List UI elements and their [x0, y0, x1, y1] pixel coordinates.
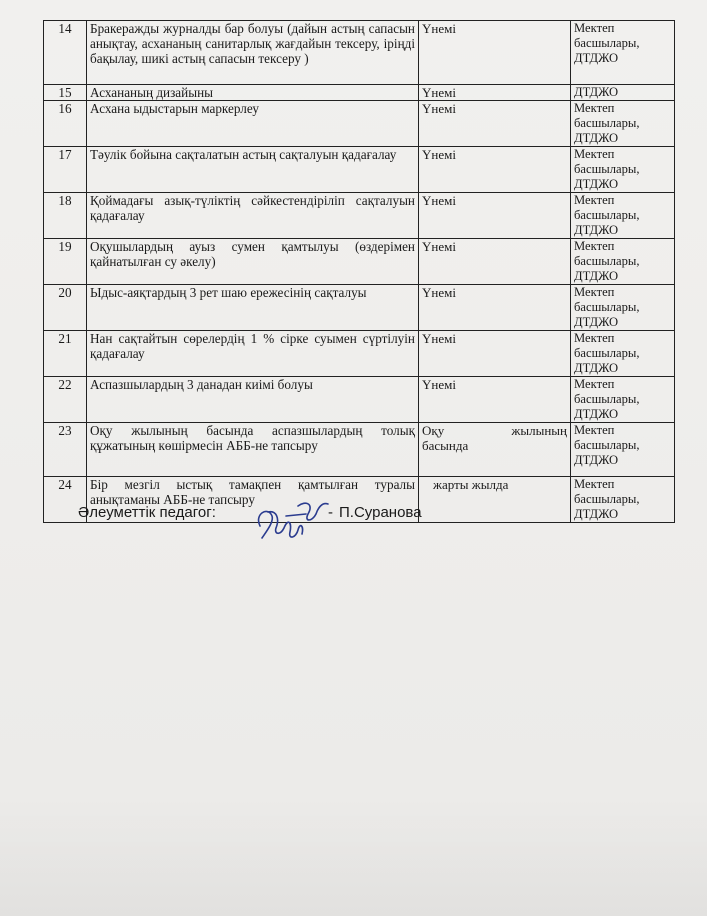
row-term: жарты жылда — [419, 477, 571, 523]
row-number: 15 — [44, 85, 87, 101]
term-word: Оқу — [422, 423, 445, 438]
row-term: Үнемі — [419, 21, 571, 85]
term-line — [422, 423, 567, 438]
row-task: Ыдыс-аяқтардың 3 рет шаю ережесінің сақталуы — [87, 285, 419, 331]
row-responsible: Мектеп басшылары, ДТДЖО — [571, 193, 675, 239]
row-responsible: ДТДЖО — [571, 85, 675, 101]
row-task: Бір мезгіл ыстық тамақпен қамтылған туралы анықтаманы АББ-не тапсыру — [87, 477, 419, 523]
row-task: Асхананың дизайыны — [87, 85, 419, 101]
signature-dash: - — [328, 504, 333, 521]
row-task: Оқушылардың ауыз сумен қамтылуы (өздерімен қайнатылған су әкелу) — [87, 239, 419, 285]
signature-block — [78, 496, 498, 546]
row-term: Үнемі — [419, 147, 571, 193]
signature-label: Әлеуметтік педагог: — [78, 504, 216, 521]
term-word: жылының — [511, 423, 567, 438]
row-responsible: Мектеп басшылары, ДТДЖО — [571, 101, 675, 147]
handwritten-signature — [246, 492, 336, 548]
row-term: Үнемі — [419, 101, 571, 147]
table-row — [44, 147, 675, 193]
row-responsible: Мектеп басшылары, ДТДЖО — [571, 285, 675, 331]
row-number: 16 — [44, 101, 87, 147]
table-row — [44, 21, 675, 85]
row-number: 18 — [44, 193, 87, 239]
table-row — [44, 377, 675, 423]
row-term: Үнемі — [419, 193, 571, 239]
row-number: 19 — [44, 239, 87, 285]
row-number: 21 — [44, 331, 87, 377]
row-task: Аспазшылардың 3 данадан киімі болуы — [87, 377, 419, 423]
row-number: 17 — [44, 147, 87, 193]
row-task: Қоймадағы азық-түліктің сәйкестендіріліп сақталуын қадағалау — [87, 193, 419, 239]
signer-name: П.Суранова — [339, 504, 422, 521]
row-task: Оқу жылының басында аспазшылардың толық құжатының көшірмесін АББ-не тапсыру — [87, 423, 419, 477]
term-line: басында — [422, 438, 469, 453]
table-row — [44, 85, 675, 101]
table-row — [44, 101, 675, 147]
row-number: 22 — [44, 377, 87, 423]
row-task: Нан сақтайтын сөрелердің 1 % сірке суымен сүртілуін қадағалау — [87, 331, 419, 377]
table-row — [44, 193, 675, 239]
row-task: Тәулік бойына сақталатын астың сақталуын қадағалау — [87, 147, 419, 193]
row-term: Үнемі — [419, 85, 571, 101]
row-number: 20 — [44, 285, 87, 331]
table-row — [44, 285, 675, 331]
row-responsible: Мектеп басшылары, ДТДЖО — [571, 423, 675, 477]
row-number: 23 — [44, 423, 87, 477]
row-responsible: Мектеп басшылары, ДТДЖО — [571, 331, 675, 377]
row-number: 14 — [44, 21, 87, 85]
row-term — [419, 423, 571, 477]
row-number: 24 — [44, 477, 87, 523]
row-term: Үнемі — [419, 377, 571, 423]
table-row — [44, 423, 675, 477]
row-responsible: Мектеп басшылары, ДТДЖО — [571, 239, 675, 285]
row-responsible: Мектеп басшылары, ДТДЖО — [571, 377, 675, 423]
row-responsible: Мектеп басшылары, ДТДЖО — [571, 21, 675, 85]
row-responsible: Мектеп басшылары, ДТДЖО — [571, 477, 675, 523]
paper-shadow — [0, 796, 707, 916]
table-row — [44, 331, 675, 377]
row-term: Үнемі — [419, 331, 571, 377]
table-row — [44, 239, 675, 285]
row-term: Үнемі — [419, 239, 571, 285]
row-term: Үнемі — [419, 285, 571, 331]
row-task: Асхана ыдыстарын маркерлеу — [87, 101, 419, 147]
plan-table — [43, 20, 675, 523]
row-responsible: Мектеп басшылары, ДТДЖО — [571, 147, 675, 193]
row-task: Бракеражды журналды бар болуы (дайын астың сапасын анықтау, асхананың санитарлық жағдайын тексеру, іріңді бақылау, шикі астың сапасын тексеру ) — [87, 21, 419, 85]
